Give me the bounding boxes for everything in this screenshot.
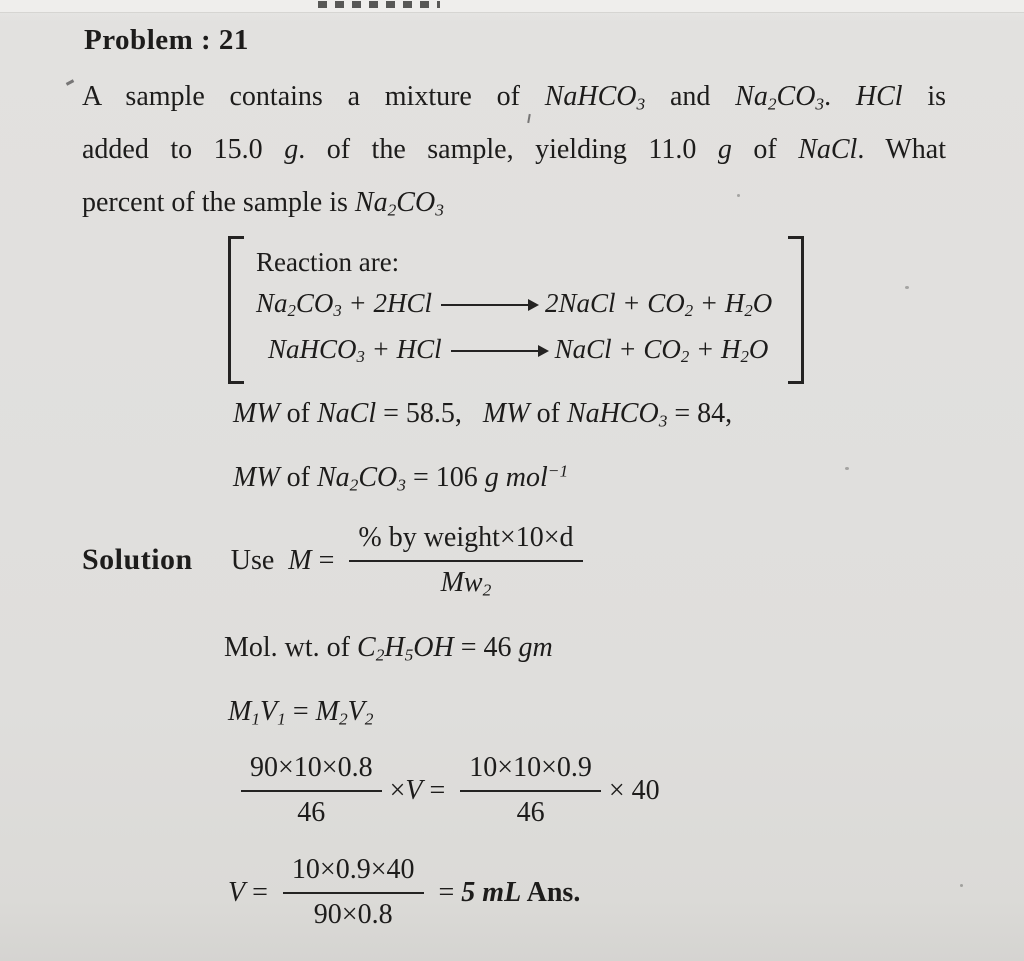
scan-speck — [960, 884, 963, 887]
problem-statement-line: A sample contains a mixture of NaHCO$_3$ and $Na_2CO_3$. HCl is — [82, 81, 946, 114]
problem-title: Problem : 21 — [84, 24, 249, 56]
reaction-box-content — [244, 236, 788, 384]
cutoff-text-fragment — [318, 1, 440, 8]
reaction-equation: NaHCO$_3$ + HCl NaCl + $CO_2 + H_2O$ — [268, 334, 769, 367]
problem-statement-line: added to 15.0 g. of the sample, yielding 11.0 g of NaCl. What — [82, 134, 946, 165]
solution-label: Solution — [82, 542, 193, 576]
scan-speck — [845, 467, 849, 470]
molarity-formula: Use M = $\frac{\text{\% by weight×10×d}}{Mw_2}$ — [231, 545, 591, 576]
scan-speck — [66, 79, 74, 85]
problem-statement — [82, 70, 946, 229]
problem-statement-line: percent of the sample is $Na_2CO_3$ — [82, 187, 444, 220]
mol-wt-line: Mol. wt. of $C_2H_5OH = 46$ gm — [224, 632, 553, 665]
molecular-weight-line: MW of NaCl = 58.5, MW of NaHCO$_3$ = 84, — [233, 398, 733, 431]
reaction-heading: Reaction are: — [256, 247, 400, 277]
scan-speck — [905, 286, 909, 289]
long-right-arrow-icon — [441, 297, 539, 312]
fraction: $\frac{90\times 10\times 0.8}{46}$ — [241, 752, 382, 829]
solution-row — [82, 524, 591, 601]
molecular-weight-line: MW of $Na_2CO_3 = 106$ g mol$^{-1}$ — [233, 461, 569, 495]
fraction: $\frac{10\times 0.9\times 40}{90\times 0.8}$ — [283, 854, 424, 931]
calculation-line: $\frac{90\times 10\times 0.8}{46}$ ×V = $\frac{10\times 10\times 0.9}{46}$ × 40 — [233, 754, 660, 831]
dilution-equation: $M_1V_1 = M_2V_2$ — [228, 696, 374, 729]
bracket-right — [788, 236, 804, 384]
fraction: $\frac{\text{\% by weight×10×d}}{Mw_2}$ — [349, 522, 582, 599]
answer-line: V = $\frac{10\times 0.9\times 40}{90\times 0.8}$ = 5 mL Ans. — [228, 854, 581, 930]
bracket-left — [228, 236, 244, 384]
reaction-equation: $Na_2CO_3 + 2HCl$ 2NaCl + $CO_2 + H_2O$ — [256, 288, 773, 321]
scan-speck — [737, 194, 740, 197]
scan-top-edge — [0, 0, 1024, 13]
fraction: $\frac{10\times 10\times 0.9}{46}$ — [460, 752, 601, 829]
reaction-box — [228, 236, 804, 384]
long-right-arrow-icon — [451, 343, 549, 358]
